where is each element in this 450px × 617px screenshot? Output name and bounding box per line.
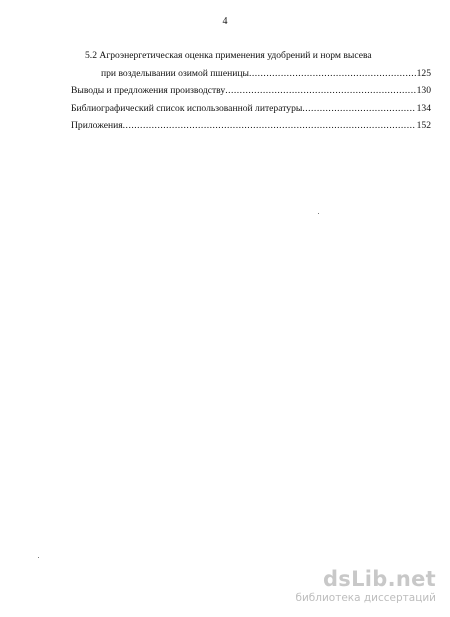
toc-entry-bibliography — [71, 100, 431, 118]
scan-speck — [38, 557, 39, 558]
toc-page-number: 125 — [416, 67, 431, 79]
table-of-contents — [71, 47, 431, 135]
toc-page-number: 152 — [416, 120, 431, 131]
toc-page-number: 130 — [416, 85, 431, 96]
watermark-caption: библиотека диссертаций — [295, 592, 436, 604]
toc-entry-title: Выводы и предложения производству — [71, 85, 226, 96]
toc-leader-dots — [302, 100, 415, 118]
page-number: 4 — [222, 16, 228, 27]
toc-entry-title: 5.2 Агроэнергетическая оценка применения удобрений и норм высева — [85, 50, 372, 61]
toc-leader-dots — [249, 65, 416, 83]
scan-speck — [318, 213, 319, 214]
toc-entry-row — [71, 65, 431, 83]
toc-page-number: 134 — [416, 102, 431, 114]
watermark-logo: dsLib.net — [322, 567, 436, 591]
toc-entry-title-continuation: при возделывании озимой пшеницы — [101, 67, 249, 79]
toc-entry-appendices — [71, 117, 431, 135]
toc-entry-5-2 — [71, 47, 431, 82]
toc-entry-conclusions — [71, 82, 431, 100]
toc-leader-dots — [123, 117, 416, 135]
toc-entry-title: Библиографический список использованной литературы — [71, 102, 303, 114]
toc-leader-dots — [225, 82, 415, 100]
toc-entry-title: Приложения — [71, 120, 123, 131]
watermark — [266, 568, 436, 605]
